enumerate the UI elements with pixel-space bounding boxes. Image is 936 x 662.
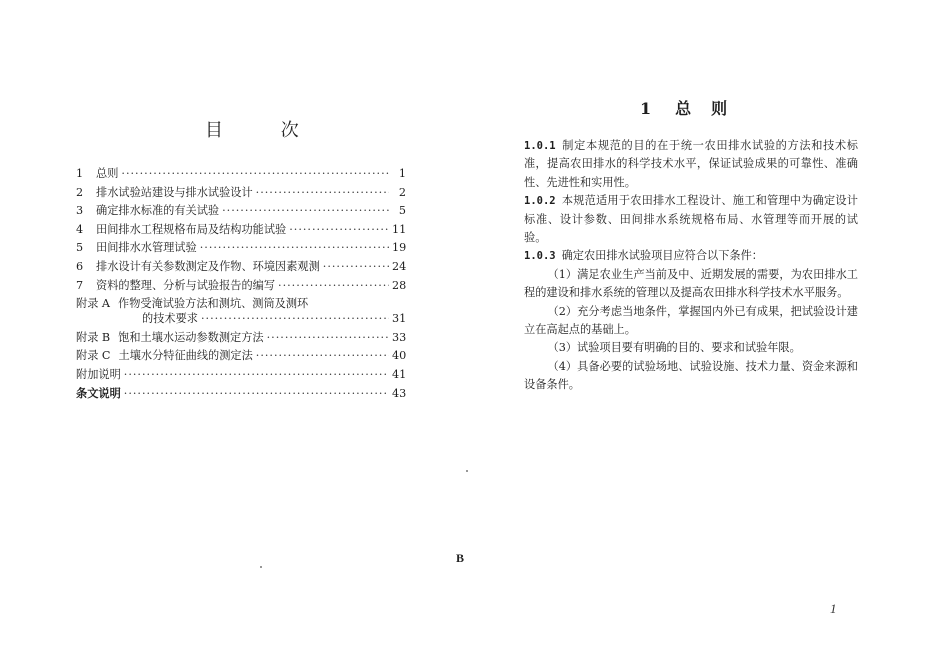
- toc-entry-page: 28: [392, 278, 407, 292]
- toc-leader-dots: [267, 331, 389, 344]
- scan-speck: [466, 470, 468, 472]
- center-mark: B: [456, 551, 465, 565]
- clause-number: 1.0.3: [524, 250, 556, 263]
- toc-entry-page: 31: [392, 312, 407, 326]
- toc-entry-title: 资料的整理、分析与试验报告的编写: [96, 278, 276, 292]
- toc-entry-4[interactable]: [76, 221, 406, 240]
- toc-entry-number: 7: [76, 278, 84, 292]
- toc-leader-dots: [201, 312, 389, 325]
- toc-entry-page: 2: [398, 185, 406, 199]
- toc-entry-title: 田间排水水管理试验: [96, 241, 197, 255]
- toc-entry-page: 19: [392, 241, 407, 255]
- toc-entry-1[interactable]: [76, 165, 406, 184]
- right-page-chapter: [468, 0, 936, 662]
- toc-entry-number: 2: [76, 185, 84, 199]
- chapter-number: 1: [640, 99, 652, 118]
- toc-appendix-a-continued[interactable]: [76, 310, 406, 329]
- clause-number: 1.0.2: [524, 195, 556, 208]
- toc-leader-dots: [323, 260, 389, 273]
- toc-appendix-label: 附录 A: [76, 297, 111, 311]
- clause-1-0-2: [524, 192, 858, 247]
- toc-leader-dots: [124, 368, 389, 381]
- toc-leader-dots: [222, 204, 389, 217]
- toc-appendix-title: 土壤水分特征曲线的测定法: [118, 349, 253, 363]
- condition-item-1: （1）满足农业生产当前及中、近期发展的需要，为农田排水工程的建设和排水系统的管理以及提高农田排水科学技术水平服务。: [524, 267, 858, 300]
- toc-entry-title: 排水试验站建设与排水试验设计: [96, 185, 253, 199]
- toc-entry-page: 40: [392, 349, 407, 363]
- toc-entry-page: 24: [392, 259, 407, 273]
- toc-leader-dots: [200, 241, 389, 254]
- toc-entry-title: 条文说明: [76, 385, 121, 400]
- toc-appendix-label: 附录 C: [76, 349, 111, 363]
- condition-item-2: （2）充分考虑当地条件，掌握国内外已有成果，把试验设计建立在高起点的基础上。: [524, 304, 858, 337]
- toc-entry-page: 43: [392, 386, 407, 400]
- toc-entry-page: 5: [398, 204, 406, 218]
- clause-number: 1.0.1: [524, 140, 556, 152]
- toc-entry-title: 附加说明: [76, 367, 121, 381]
- toc-entry-6[interactable]: [76, 258, 406, 277]
- condition-item-3: （3）试验项目要有明确的目的、要求和试验年限。: [547, 341, 801, 355]
- toc-entry-page: 41: [392, 367, 407, 381]
- toc-appendix-title-line1: 作物受淹试验方法和测坑、测筒及测环: [118, 297, 309, 311]
- chapter-name: 总则: [675, 99, 748, 118]
- toc-leader-dots: [124, 387, 389, 400]
- toc-entry-7[interactable]: [76, 277, 406, 296]
- clause-1-0-1: [524, 137, 858, 192]
- toc-list: [76, 165, 406, 403]
- toc-appendix-title-line2: 的技术要求: [142, 312, 198, 326]
- clause-text: 本规范适用于农田排水工程设计、施工和管理中为确定设计标准、设计参数、田间排水系统规格布局、水管理等而开展的试验。: [524, 194, 858, 245]
- scan-speck: [260, 566, 262, 568]
- toc-entry-3[interactable]: [76, 202, 406, 221]
- clause-1-0-3: [524, 247, 858, 265]
- toc-appendix-c[interactable]: [76, 347, 406, 366]
- chapter-title: [640, 96, 747, 119]
- toc-additional-note[interactable]: [76, 366, 406, 385]
- toc-leader-dots: [256, 186, 389, 199]
- toc-entry-title: 排水设计有关参数测定及作物、环境因素观测: [96, 259, 320, 273]
- toc-appendix-a[interactable]: [76, 295, 406, 310]
- toc-entry-number: 6: [76, 259, 84, 273]
- toc-appendix-title: 饱和土壤水运动参数测定方法: [118, 330, 264, 344]
- page-number: 1: [830, 601, 837, 616]
- toc-leader-dots: [278, 279, 389, 292]
- toc-entry-page: 11: [392, 222, 407, 236]
- toc-entry-2[interactable]: [76, 184, 406, 203]
- toc-entry-number: 5: [76, 241, 84, 255]
- chapter-body: [524, 137, 858, 395]
- toc-entry-title: 确定排水标准的有关试验: [96, 204, 220, 218]
- toc-title: 目 次: [205, 120, 325, 141]
- clause-text: 制定本规范的目的在于统一农田排水试验的方法和技术标准，提高农田排水的科学技术水平，保证试验成果的可靠性、准确性、先进性和实用性。: [524, 139, 858, 189]
- toc-appendix-label: 附录 B: [76, 330, 111, 344]
- toc-leader-dots: [121, 167, 389, 180]
- clause-text: 确定农田排水试验项目应符合以下条件：: [561, 249, 763, 263]
- toc-entry-number: 4: [76, 222, 84, 236]
- toc-entry-page: 33: [392, 330, 407, 344]
- toc-leader-dots: [256, 349, 389, 362]
- toc-appendix-b[interactable]: [76, 329, 406, 348]
- toc-entry-number: 3: [76, 204, 84, 218]
- toc-entry-title: 总则: [96, 167, 119, 180]
- toc-entry-page: 1: [398, 167, 406, 180]
- toc-entry-5[interactable]: [76, 239, 406, 258]
- toc-leader-dots: [289, 223, 389, 236]
- toc-entry-title: 田间排水工程规格布局及结构功能试验: [96, 222, 287, 236]
- toc-entry-number: 1: [76, 167, 84, 180]
- condition-item-4: （4）具备必要的试验场地、试验设施、技术力量、资金来源和设备条件。: [524, 359, 858, 392]
- toc-clause-explanation[interactable]: [76, 385, 406, 404]
